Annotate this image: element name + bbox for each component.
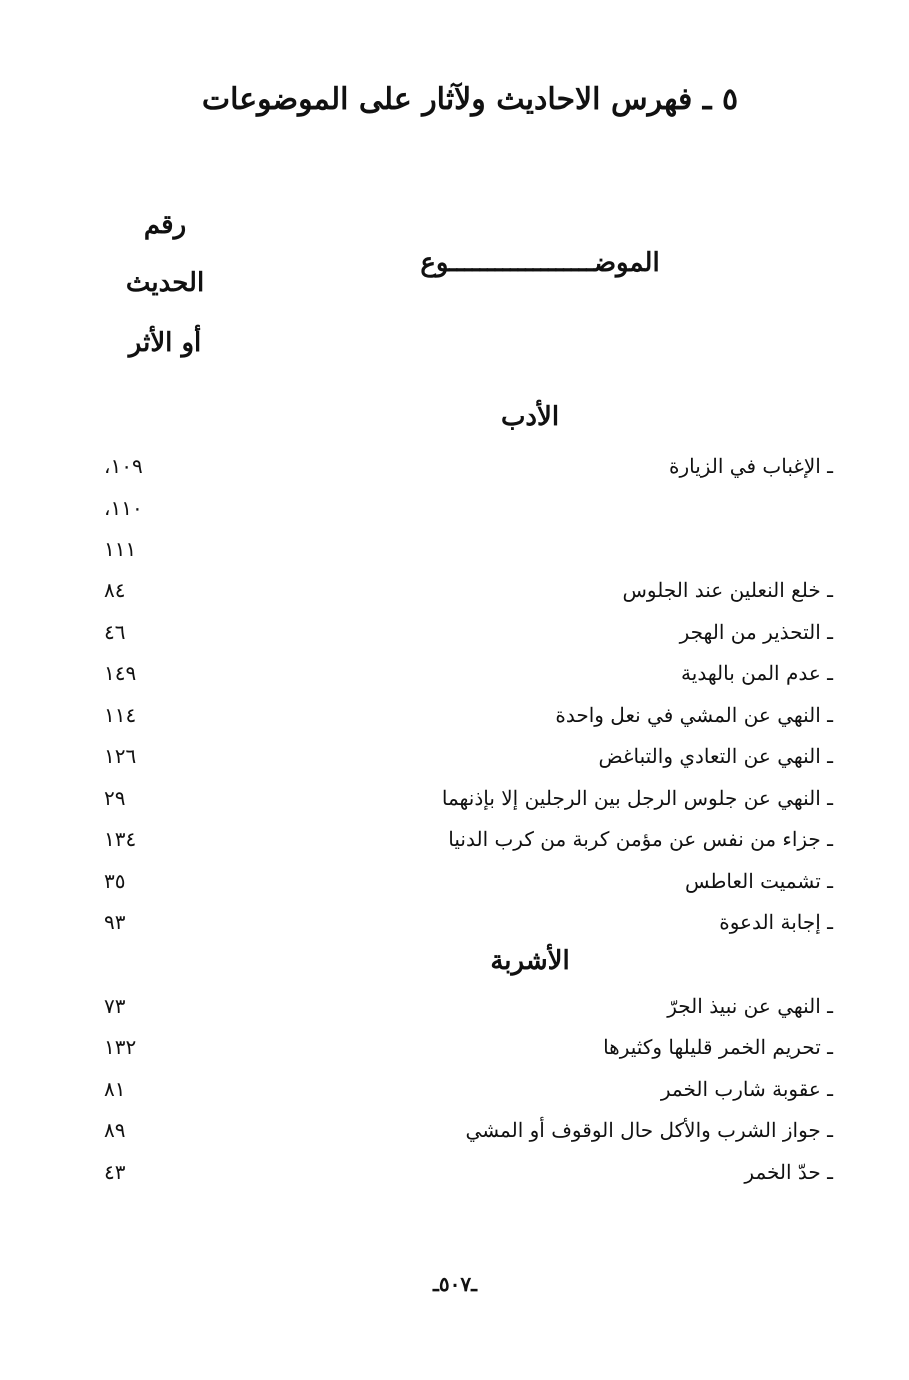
- topic-column-header: الموضـــــــــــــــــــوع: [420, 248, 660, 278]
- index-entry-number: ٤٦: [104, 620, 126, 644]
- index-entry-topic: ـ عدم المن بالهدية: [681, 661, 833, 685]
- index-entry-number: ١٠٩،: [104, 454, 143, 478]
- page-title: ٥ ـ فهرس الاحاديث ولآثار على الموضوعات: [201, 82, 739, 117]
- index-entry-topic: ـ جزاء من نفس عن مؤمن كربة من كرب الدنيا: [448, 827, 833, 851]
- index-entry-topic: ـ إجابة الدعوة: [719, 910, 833, 934]
- index-entry-number: ١٤٩: [104, 661, 137, 685]
- index-entry-topic: ـ التحذير من الهجر: [679, 620, 833, 644]
- index-entry-topic: ـ تشميت العاطس: [684, 869, 833, 893]
- page-number: ـ٥٠٧ـ: [433, 1272, 477, 1296]
- number-column-header-line-1: رقم: [143, 210, 187, 240]
- index-entry-topic: ـ جواز الشرب والأكل حال الوقوف أو المشي: [465, 1118, 833, 1142]
- number-column-header-line-3: أو الأثر: [128, 328, 202, 358]
- index-entry-number: ٨١: [104, 1077, 126, 1101]
- index-entry-number: ١١٤: [104, 703, 137, 727]
- index-entry-topic: ـ النهي عن جلوس الرجل بين الرجلين إلا بإذنهما: [441, 786, 833, 810]
- index-entry-number: ٨٩: [104, 1118, 126, 1142]
- index-entry-topic: ـ خلع النعلين عند الجلوس: [622, 578, 833, 602]
- index-entry-topic: ـ الإغباب في الزيارة: [668, 454, 833, 478]
- index-entry-topic: ـ عقوبة شارب الخمر: [660, 1077, 833, 1101]
- index-entry-number: ٧٣: [104, 994, 126, 1018]
- index-entry-topic: ـ النهي عن المشي في نعل واحدة: [555, 703, 833, 727]
- section-title-ashriba: الأشربة: [490, 946, 570, 976]
- index-entry-number: ٢٩: [104, 786, 126, 810]
- index-entry-number: ١٢٦: [104, 744, 137, 768]
- number-column-header-line-2: الحديث: [125, 268, 205, 298]
- index-entry-topic: ـ تحريم الخمر قليلها وكثيرها: [603, 1035, 833, 1059]
- index-entry-number: ١٣٢: [104, 1035, 137, 1059]
- index-entry-number: ١٣٤: [104, 827, 137, 851]
- index-entry-number: ٩٣: [104, 910, 126, 934]
- index-entry-topic: ـ النهي عن التعادي والتباغض: [598, 744, 833, 768]
- index-entry-number: ٤٣: [104, 1160, 126, 1184]
- index-entry-number: ٨٤: [104, 578, 126, 602]
- section-title-adab: الأدب: [500, 402, 560, 432]
- index-entry-number: ١١١: [104, 537, 137, 561]
- index-entry-topic: ـ حدّ الخمر: [744, 1160, 833, 1184]
- index-entry-number: ١١٠،: [104, 496, 143, 520]
- index-entry-number: ٣٥: [104, 869, 126, 893]
- index-entry-topic: ـ النهي عن نبيذ الجرّ: [667, 994, 833, 1018]
